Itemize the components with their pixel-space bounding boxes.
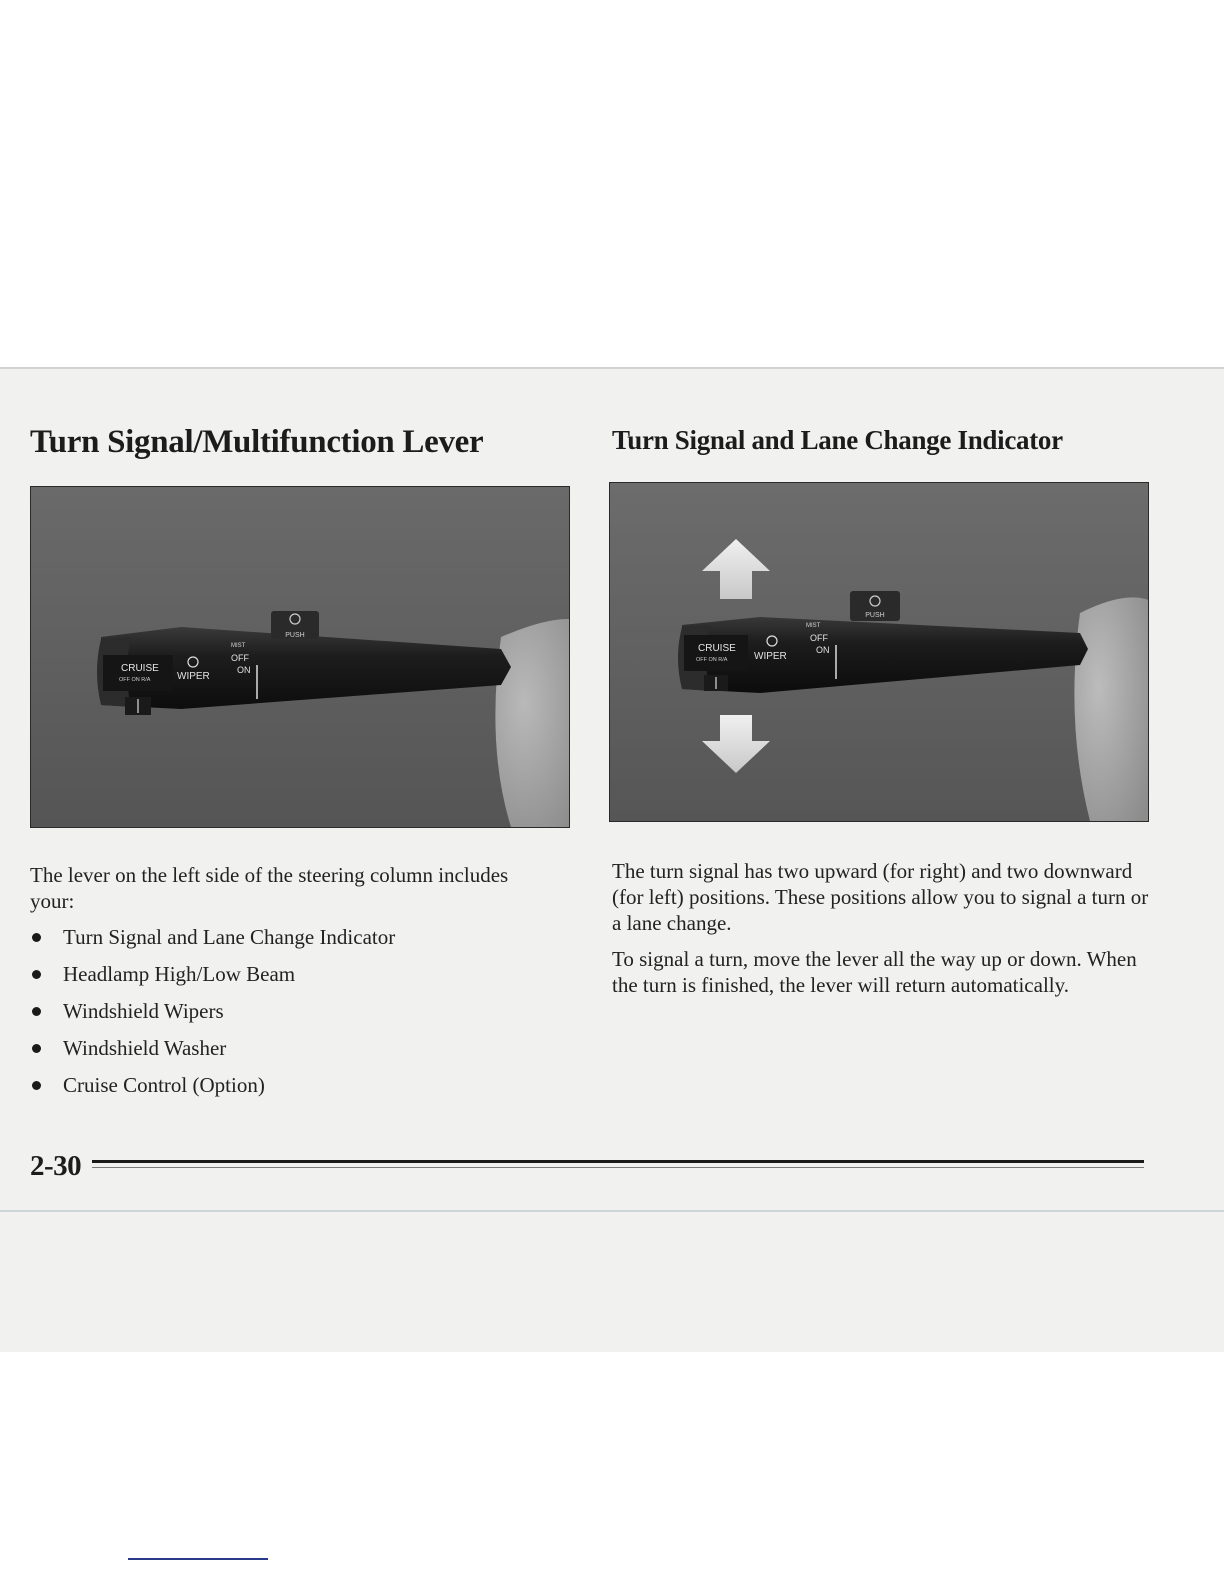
push-label: PUSH [865, 612, 885, 619]
multifunction-lever-section [30, 420, 570, 1097]
turn-signal-section [612, 420, 1157, 997]
wiper-on-label: ON [237, 665, 251, 675]
wiper-label: WIPER [754, 651, 787, 662]
bullet-icon [32, 1044, 41, 1053]
bullet-icon [32, 1081, 41, 1090]
bullet-icon [32, 1007, 41, 1016]
cruise-positions-label: OFF ON R/A [119, 677, 151, 683]
cruise-positions-label: OFF ON R/A [696, 657, 728, 663]
list-item: Windshield Wipers [30, 998, 540, 1024]
list-item: Windshield Washer [30, 1035, 540, 1061]
page-footer [30, 1148, 1148, 1184]
wiper-off-label: OFF [231, 653, 249, 663]
push-label: PUSH [285, 632, 305, 639]
turn-signal-illustration [610, 483, 1148, 821]
page-top-edge [0, 367, 1224, 369]
steering-column [1074, 597, 1148, 821]
lever-description [30, 862, 540, 1109]
intro-text: The lever on the left side of the steering column includes your: [30, 863, 509, 913]
footer-rule-thin [92, 1167, 1144, 1168]
cruise-label: CRUISE [121, 663, 159, 674]
turn-signal-description [612, 858, 1157, 1008]
page-number: 2-30 [30, 1150, 82, 1182]
footer-rule [92, 1160, 1144, 1163]
bullet-icon [32, 933, 41, 942]
scan-artifact-rule [128, 1558, 268, 1560]
cruise-label: CRUISE [698, 643, 736, 654]
turn-signal-photo [609, 482, 1149, 822]
list-item: Turn Signal and Lane Change Indicator [30, 924, 540, 950]
section-title: Turn Signal and Lane Change Indicator [612, 425, 1063, 455]
wiper-on-label: ON [816, 645, 830, 655]
steering-column [495, 619, 569, 827]
bullet-icon [32, 970, 41, 979]
lever-illustration [31, 487, 569, 827]
mist-label: MIST [806, 623, 821, 629]
page-bottom-edge [0, 1210, 1224, 1212]
list-item: Headlamp High/Low Beam [30, 961, 540, 987]
paragraph: The turn signal has two upward (for right) and two downward (for left) positions. These positions allow you to signal a turn or a lane change. [612, 859, 1149, 935]
section-title: Turn Signal/Multifunction Lever [30, 424, 484, 460]
list-item: Cruise Control (Option) [30, 1072, 540, 1098]
paragraph: To signal a turn, move the lever all the way up or down. When the turn is finished, the lever will return automatically. [612, 947, 1137, 997]
feature-list [30, 924, 540, 1098]
mist-label: MIST [231, 643, 246, 649]
wiper-label: WIPER [177, 671, 210, 682]
wiper-off-label: OFF [810, 633, 828, 643]
lever-photo [30, 486, 570, 828]
